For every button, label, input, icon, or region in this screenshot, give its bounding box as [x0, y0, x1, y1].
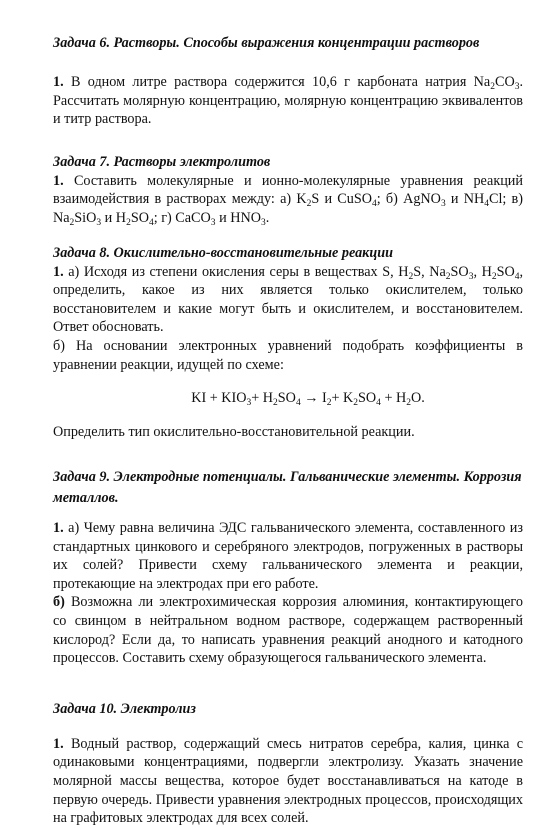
task-9-part-a	[53, 519, 523, 593]
task-6	[53, 34, 523, 129]
task-7-title: Задача 7. Растворы электролитов	[53, 153, 271, 170]
task-10-number: 1.	[53, 735, 64, 752]
equation-text: SO	[358, 390, 377, 407]
subscript: 4	[514, 271, 520, 282]
task-8-part-c: Определить тип окислительно-восстановительной реакции.	[53, 423, 415, 440]
subscript: 2	[273, 398, 278, 409]
task-9-text: а) Чему равна величина ЭДС гальванического элемента, составленного из стандартных цинкового и серебряного электродов, погруженных в растворы их солей? Привести схему гальванического элемента и реакции, протекающие на электродах при его работе.	[53, 520, 523, 592]
task-7-text: Cl; в) Na	[53, 191, 523, 226]
task-7-text: ; б) AgNO	[376, 191, 441, 208]
task-6-body	[53, 73, 523, 129]
task-8-text: SO	[496, 263, 515, 280]
task-7-text: S и CuSO	[311, 191, 372, 208]
subscript: 4	[295, 398, 301, 409]
task-8-number: 1.	[53, 263, 64, 280]
task-10-text: Водный раствор, содержащий смесь нитратов серебра, калия, цинка с одинаковыми концентрациями, подвергли электролизу. Указать значение молярной массы вещества, которое будет восстанавливаться на катоде в первую очередь. Привести уравнения электродных процессов, происходящих на графитовых электродах для всех солей.	[53, 735, 523, 827]
task-6-text: .	[519, 74, 523, 90]
task-8-text: , определить, какое из них является только окислителем, только восстановителем и какие могут быть и окислителем, и восстановителем. Ответ обосновать.	[53, 263, 523, 336]
task-7-text: и H	[101, 209, 127, 226]
subscript: 3	[210, 217, 216, 228]
task-7	[53, 153, 523, 228]
task-6-number: 1.	[53, 74, 64, 90]
task-7-text: Составить молекулярные и ионно-молекулярные уравнения реакций взаимодействия в растворах между: а) K	[53, 172, 523, 208]
task-6-text: CO	[494, 74, 515, 90]
equation-text: SO	[277, 390, 296, 407]
task-7-text: SO	[130, 209, 149, 226]
subscript: 3	[96, 217, 102, 228]
task-10	[53, 700, 523, 828]
subscript: 3	[246, 398, 252, 409]
equation-text: KI + KIO	[191, 390, 247, 407]
task-8-part-a	[53, 263, 523, 337]
task-9-number: 1.	[53, 520, 64, 537]
subscript: 2	[69, 217, 75, 228]
task-10-title: Задача 10. Электролиз	[53, 700, 196, 717]
subscript: 2	[126, 217, 131, 228]
subscript: 3	[440, 199, 446, 210]
task-9-part-b	[53, 593, 523, 667]
subscript: 2	[491, 271, 497, 282]
task-7-text: .	[265, 209, 270, 226]
subscript: 2	[445, 271, 451, 282]
task-10-body	[53, 735, 523, 828]
task-7-number: 1.	[53, 172, 64, 189]
subscript: 2	[406, 398, 411, 409]
task-8-title: Задача 8. Окислительно-восстановительные реакции	[53, 244, 394, 261]
subscript: 3	[468, 271, 474, 282]
subscript: 2	[306, 199, 312, 210]
equation-text: + K	[331, 390, 354, 407]
subscript: 4	[376, 398, 381, 409]
task-7-text: ; г) CaCO	[153, 209, 211, 226]
task-8-text: , H	[473, 263, 492, 280]
task-7-text: SiO	[74, 209, 97, 226]
subscript: 3	[260, 217, 266, 228]
task-8-part-b: б) На основании электронных уравнений подобрать коэффициенты в уравнении реакции, идущей по схеме:	[53, 337, 523, 373]
task-7-text: и NH	[445, 191, 485, 208]
equation-text: + H	[380, 390, 407, 407]
task-8-text: S, Na	[413, 263, 446, 280]
task-6-text: Рассчитать молярную концентрацию, молярную концентрацию эквивалентов и титр раствора.	[53, 92, 523, 128]
subscript: 2	[353, 398, 358, 409]
subscript: 3	[514, 82, 520, 92]
reaction-equation	[53, 388, 523, 408]
task-9-part-b-label: б)	[53, 594, 65, 611]
subscript: 4	[148, 217, 154, 228]
task-6-title: Задача 6. Растворы. Способы выражения концентрации растворов	[53, 35, 480, 51]
subscript: 4	[484, 199, 489, 210]
equation-text: → I	[300, 390, 327, 407]
task-9	[53, 467, 523, 668]
task-7-text: и HNO	[215, 209, 261, 226]
task-9-text: Возможна ли электрохимическая коррозия алюминия, контактирующего со свинцом в нейтральном водном растворе, содержащем растворенный кислород? Если да, то написать уравнения реакций анодного и катодного процессов. Составить схему образующегося гальванического элемента.	[53, 594, 523, 667]
subscript: 4	[372, 199, 377, 210]
equation-text: + H	[251, 390, 274, 407]
equation-text: O.	[410, 390, 425, 407]
subscript: 2	[326, 398, 332, 409]
task-8-text: а) Исходя из степени окисления серы в веществах S, H	[63, 263, 409, 280]
subscript: 2	[408, 271, 414, 282]
task-7-body	[53, 172, 523, 228]
subscript: 2	[490, 82, 495, 92]
task-8-text: SO	[450, 263, 469, 280]
task-9-title: Задача 9. Электродные потенциалы. Гальванические элементы. Коррозия металлов.	[53, 469, 522, 507]
task-8	[53, 244, 523, 442]
task-6-text: В одном литре раствора содержится 10,6 г карбоната натрия Na	[63, 74, 491, 90]
